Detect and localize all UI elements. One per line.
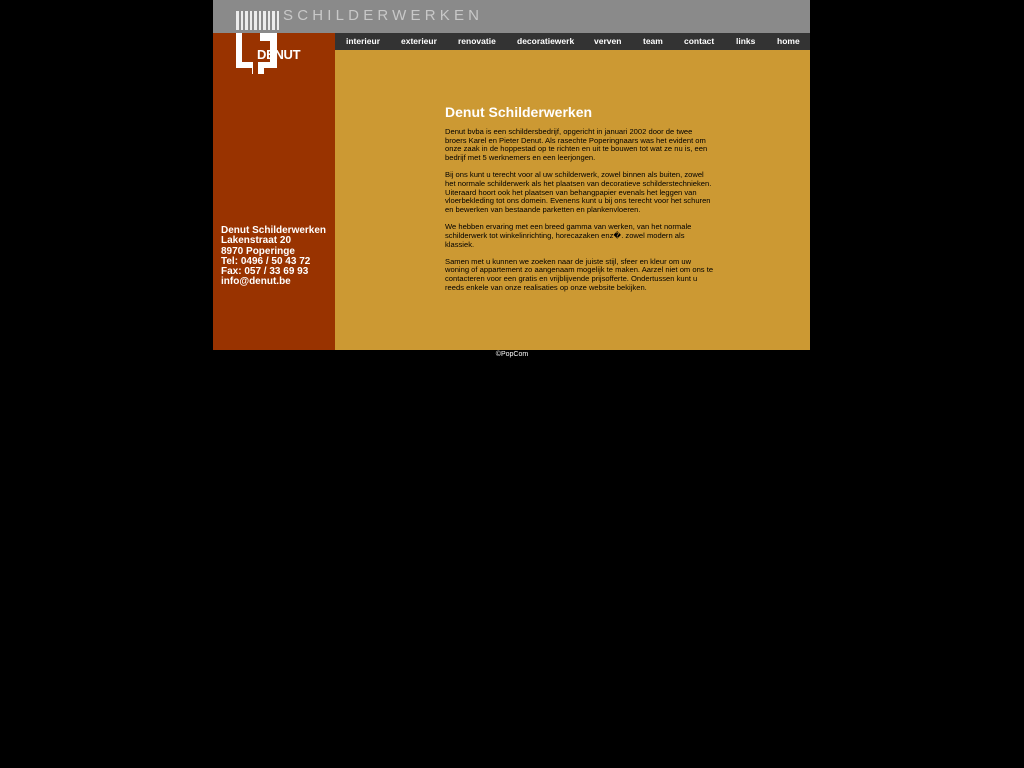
main-content: [335, 50, 810, 350]
nav-item-contact[interactable]: contact: [684, 36, 715, 46]
nav-item-decoratiewerk[interactable]: decoratiewerk: [517, 36, 575, 46]
nav-item-interieur[interactable]: interieur: [346, 36, 381, 46]
contact-address-block: [221, 226, 326, 288]
city-address: 8970 Poperinge: [221, 245, 295, 257]
footer-copyright[interactable]: ©PopCom: [495, 351, 529, 358]
sidebar: [213, 33, 335, 350]
intro-text: [445, 128, 715, 301]
header-banner: [213, 0, 810, 33]
nav-item-verven[interactable]: verven: [594, 36, 622, 46]
page-frame: [213, 0, 810, 350]
phone-number: Tel: 0496 / 50 43 72: [221, 255, 311, 267]
header-title: SCHILDERWERKEN: [283, 7, 484, 24]
company-name: Denut Schilderwerken: [221, 225, 327, 236]
nav-item-home[interactable]: home: [777, 36, 800, 46]
main-nav: [335, 33, 810, 50]
paragraph-services: Bij ons kunt u terecht voor al uw schilderwerk, zowel binnen als buiten, zowel het normale schilderwerk als het plaatsen van decoratieve schilderstechnieken. Uiteraard hoort ook het plaatsen van behangpapier evenals het leggen van vloerbekleding tot ons domein. Evenens kunt u bij ons terecht voor het schuren en bewerken van bestaande parketten en plankenvloeren.: [445, 170, 712, 214]
page-title: Denut Schilderwerken: [445, 104, 593, 120]
brush-stripes-graphic: [236, 11, 279, 30]
logo-text: DENUT: [257, 47, 301, 62]
paragraph-experience: We hebben ervaring met een breed gamma van werken, van het normale schilderwerk tot winkelinrichting, horecazaken enz�. zowel modern als klassiek.: [445, 222, 692, 249]
paragraph-history: Denut bvba is een schildersbedrijf, opgericht in januari 2002 door de twee broers Karel en Pieter Denut. Als rasechte Poperingnaars was het evident om onze zaak in de hoppestad op te richten en uit te bouwen tot wat ze nu is, een bedrijf met 5 werknemers en een leerjongen.: [445, 127, 708, 162]
street-address: Lakenstraat 20: [221, 235, 292, 247]
nav-item-exterieur[interactable]: exterieur: [401, 36, 437, 46]
email-link[interactable]: info@denut.be: [221, 276, 291, 288]
fax-number: Fax: 057 / 33 69 93: [221, 266, 309, 278]
nav-item-renovatie[interactable]: renovatie: [458, 36, 496, 46]
nav-item-team[interactable]: team: [643, 36, 663, 46]
nav-item-links[interactable]: links: [736, 36, 756, 46]
paragraph-contact: Samen met u kunnen we zoeken naar de juiste stijl, sfeer en kleur om uw woning of appartement zo aangenaam mogelijk te maken. Aarzel niet om ons te contacteren voor een gratis en vrijblijvende prijsofferte. Ondertussen kunt u reeds enkele van onze realisaties op onze website bekijken.: [445, 256, 714, 292]
